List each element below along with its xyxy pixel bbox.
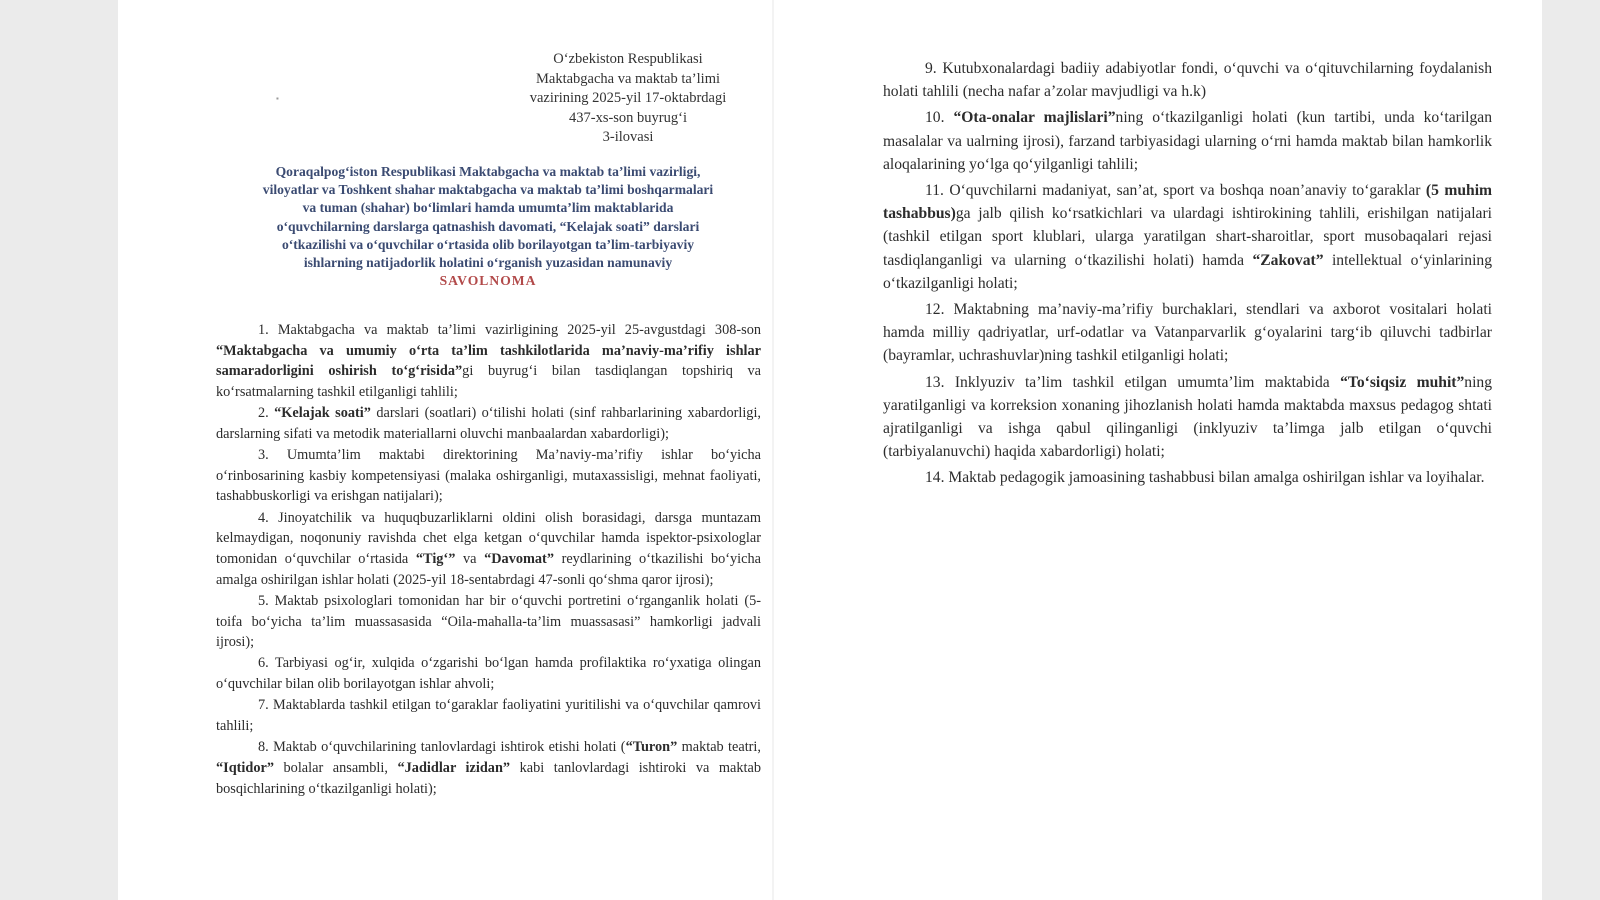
question-item-7: 7. Maktablarda tashkil etilgan to‘garaklar faoliyatini yuritilishi va o‘quvchilar qamrovi tahlili; <box>216 697 761 735</box>
question-item-12: 12. Maktabning ma’naviy-ma’rifiy burchaklari, stendlari va axborot vositalari holati hamda milliy qadriyatlar, urf-odatlar va Vatanparvarlik g‘oyalarini targ‘ib qiluvchi tadbirlar (bayramlar, uchrashuvlar)ning tashkil etilganligi holati; <box>883 301 1492 365</box>
heading-line: va tuman (shahar) bo‘limlari hamda umumta’lim maktablarida <box>302 200 674 216</box>
question-item-4: 4. Jinoyatchilik va huquqbuzarliklarni oldini olish borasidagi, darsga muntazam kelmaydigan, noqonuniy ravishda chet elga ketgan o‘quvchilar hamda ispektor-psixologlar tomonidan o‘quvchilar o‘rtasida “Tig‘” va “Davomat” reydlarining o‘tkazilishi bo‘yicha amalga oshirilgan ishlar holati (2025-yil 18-sentabrdagi 47-sonli qo‘shma qaror ijrosi); <box>216 509 761 588</box>
heading-line: ishlarning natijadorlik holatini o‘rganish yuzasidan namunaviy <box>303 255 673 271</box>
question-item-1: 1. Maktabgacha va maktab ta’limi vazirligining 2025-yil 25-avgustdagi 308-son “Maktabgacha va umumiy o‘rta ta’lim tashkilotlarida ma’naviy-ma’rifiy ishlar samaradorligini oshirish to‘g‘risida”gi buyrug‘i bilan tasdiqlangan topshiriq va ko‘rsatmalarning tashkil etilganligi tahlili; <box>216 322 761 400</box>
question-item-14: 14. Maktab pedagogik jamoasining tashabbusi bilan amalga oshirilgan ishlar va loyihalar. <box>925 469 1485 487</box>
question-item-13: 13. Inklyuziv ta’lim tashkil etilgan umumta’lim maktabida “To‘siqsiz muhit”ning yaratilganligi va korreksion xonaning jihozlanish holati hamda maktabda maxsus pedagog shtati ajratilganligi va ishga qabul qilinganligi (inklyuziv ta’limga jalb etilgan o‘quvchi (tarbiyalanuvchi) haqida xabardorligi) holati; <box>883 373 1492 461</box>
question-item-6: 6. Tarbiyasi og‘ir, xulqida o‘zgarishi bo‘lgan hamda profilaktika ro‘yxatiga olingan o‘quvchilar bilan olib borilayotgan ishlar ahvoli; <box>216 655 761 693</box>
document-page-right <box>774 0 1542 900</box>
scan-speck: ▪ <box>276 94 279 103</box>
question-item-10: 10. “Ota-onalar majlislari”ning o‘tkazilganligi holati (kun tartibi, unda ko‘tarilgan masalalar va ualrning ijrosi), farzand tarbiyasidagi ularning o‘rni hamda maktab bilan hamkorlik aloqalarining yo‘lga qo‘yilganligi tahlili; <box>883 109 1493 173</box>
question-item-5: 5. Maktab psixologlari tomonidan har bir o‘quvchi portretini o‘rganganlik holati (5-toifa bo‘yicha ta’lim muassasasida “Oila-mahalla-ta’lim muassasasi” hamkorligi jadvali ijrosi); <box>216 592 761 651</box>
question-item-3: 3. Umumta’lim maktabi direktorining Ma’naviy-ma’rifiy ishlar bo‘yicha o‘rinbosarining kasbiy kompetensiyasi (malaka oshirganligi, mutaxassisligi, mehnat faoliyati, tashabbuskorligi va erishgan natijalari); <box>216 447 761 505</box>
document-title: SAVOLNOMA <box>439 273 537 289</box>
heading-line: o‘quvchilarning darslarga qatnashish davomati, “Kelajak soati” darslari <box>276 218 700 234</box>
approval-line: O‘zbekiston Respublikasi <box>553 51 703 67</box>
approval-line: Maktabgacha va maktab ta’limi <box>536 70 720 87</box>
approval-line: vazirining 2025-yil 17-oktabrdagi <box>529 90 727 106</box>
question-item-11: 11. O‘quvchilarni madaniyat, san’at, sport va boshqa noan’anaviy to‘garaklar (5 muhim tashabbus)ga jalb qilish ko‘rsatkichlari va ulardagi ishtirokining tahlili, erishilgan natijalari (tashkil etilgan sport klublari, ularga yaratilgan shart-sharoitlar, sport musobaqalari rejasi tasdiqlanganligi va ularning o‘tkazilishi holati) hamda “Zakovat” intellektual o‘yinlarining o‘tkazilganligi holati; <box>883 182 1493 292</box>
question-item-8: 8. Maktab o‘quvchilarining tanlovlardagi ishtirok etishi holati (“Turon” maktab teatri, “Iqtidor” bolalar ansambli, “Jadidlar izidan” kabi tanlovlardagi ishtiroki va maktab bosqichlarining o‘tkazilganligi holati); <box>216 739 762 797</box>
questions-list-right <box>883 57 1492 493</box>
approval-line: 3-ilovasi <box>602 129 654 145</box>
document-heading <box>213 163 763 290</box>
approval-line: 437-xs-son buyrug‘i <box>568 109 687 126</box>
heading-line: Qoraqalpog‘iston Respublikasi Maktabgacha va maktab ta’limi vazirligi, <box>275 164 701 179</box>
approval-stamp <box>478 50 778 148</box>
question-item-2: 2. “Kelajak soati” darslari (soatlari) o‘tilishi holati (sinf rahbarlarining xabardorligi, darslarning sifati va metodik materiallarni oluvchi manbaalardan xabardorligi); <box>216 405 762 442</box>
heading-line: o‘tkazilishi va o‘quvchilar o‘rtasida olib borilayotgan ta’lim-tarbiyaviy <box>281 236 695 252</box>
heading-line: viloyatlar va Toshkent shahar maktabgacha va maktab ta’limi boshqarmalari <box>262 182 714 198</box>
document-page-left <box>118 0 773 900</box>
question-item-9: 9. Kutubxonalardagi badiiy adabiyotlar fondi, o‘quvchi va o‘qituvchilarning foydalanish holati tahlili (necha nafar a’zolar mavjudligi va h.k) <box>883 60 1492 101</box>
questions-list-left <box>216 320 761 800</box>
